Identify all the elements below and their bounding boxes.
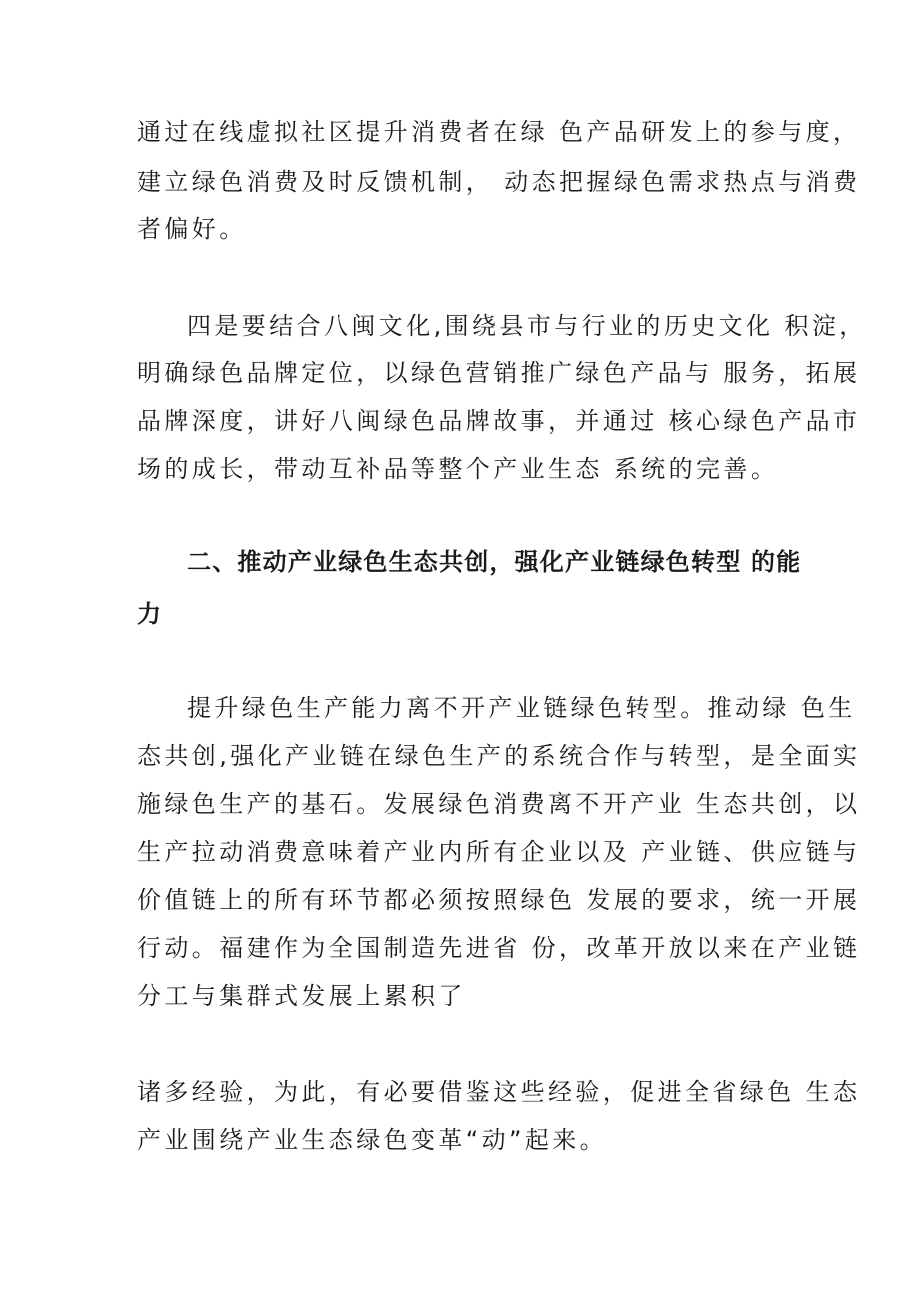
- paragraph-line: 品牌深度，讲好八闽绿色品牌故事，并通过 核心绿色产品市: [137, 407, 861, 435]
- paragraph-line: 诸多经验，为此，有必要借鉴这些经验，促进全省绿色 生态: [137, 1078, 861, 1106]
- paragraph-line: 态共创,强化产业链在绿色生产的系统合作与转型，是全面实: [137, 742, 861, 770]
- heading-line: 二、推动产业绿色生态共创，强化产业链绿色转型 的能: [187, 548, 802, 576]
- paragraph-line: 产业围绕产业生态绿色变革“动”起来。: [137, 1126, 608, 1154]
- paragraph-line: 通过在线虚拟社区提升消费者在绿 色产品研发上的参与度，: [137, 118, 861, 146]
- paragraph-line: 场的成长，带动互补品等整个产业生态 系统的完善。: [137, 455, 779, 483]
- paragraph-line: 建立绿色消费及时反馈机制， 动态把握绿色需求热点与消费: [137, 168, 861, 196]
- paragraph-line: 施绿色生产的基石。发展绿色消费离不开产业 生态共创，以: [137, 790, 861, 818]
- paragraph-line: 分工与集群式发展上累积了: [137, 982, 466, 1010]
- paragraph-line: 生产拉动消费意味着产业内所有企业以及 产业链、供应链与: [137, 838, 861, 866]
- paragraph-line: 者偏好。: [137, 215, 247, 243]
- paragraph-line: 行动。福建作为全国制造先进省 份，改革开放以来在产业链: [137, 934, 861, 962]
- paragraph-line: 四是要结合八闽文化,围绕县市与行业的历史文化 积淀，: [187, 312, 867, 340]
- paragraph-line: 提升绿色生产能力离不开产业链绿色转型。推动绿 色生: [187, 694, 856, 722]
- heading-line: 力: [137, 600, 163, 628]
- paragraph-line: 价值链上的所有环节都必须按照绿色 发展的要求，统一开展: [137, 886, 861, 914]
- paragraph-line: 明确绿色品牌定位，以绿色营销推广绿色产品与 服务，拓展: [137, 359, 861, 387]
